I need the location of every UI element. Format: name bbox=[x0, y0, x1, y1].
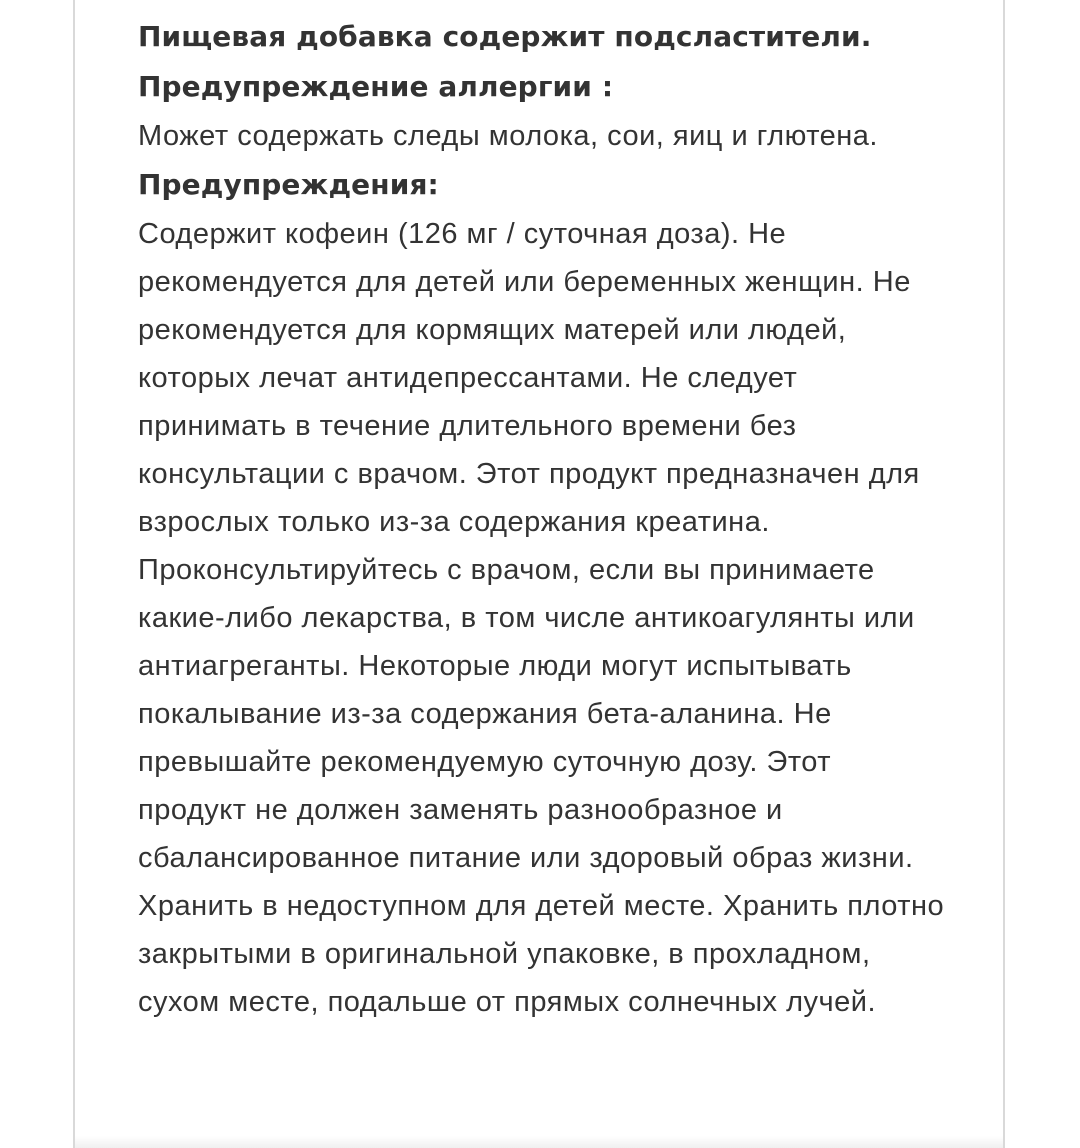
product-description-content bbox=[138, 12, 948, 1026]
warnings-heading: Предупреждения: bbox=[138, 168, 439, 201]
warnings-text: Содержит кофеин (126 мг / суточная доза). Не рекомендуется для детей или беременных женщин. Не рекомендуется для кормящих матерей или людей, которых лечат антидепрессантами. Не следует принимать в течение длительного времени без консультации с врачом. Этот продукт предназначен для взрослых только из-за содержания креатина. Проконсультируйтесь с врачом, если вы принимаете какие-либо лекарства, в том числе антикоагулянты или антиагреганты. Некоторые люди могут испытывать покалывание из-за содержания бета-аланина. Не превышайте рекомендуемую суточную дозу. Этот продукт не должен заменять разнообразное и сбалансированное питание или здоровый образ жизни. Хранить в недоступном для детей месте. Хранить плотно закрытыми в оригинальной упаковке, в прохладном, сухом месте, подальше от прямых солнечных лучей. bbox=[138, 218, 945, 1018]
bottom-shadow bbox=[75, 1136, 1003, 1148]
allergy-warning-heading: Предупреждение аллергии : bbox=[138, 70, 614, 103]
supplement-sweetener-note: Пищевая добавка содержит подсластители. bbox=[138, 20, 872, 53]
allergy-warning-text: Может содержать следы молока, сои, яиц и глютена. bbox=[138, 120, 878, 152]
product-info-panel bbox=[73, 0, 1005, 1148]
